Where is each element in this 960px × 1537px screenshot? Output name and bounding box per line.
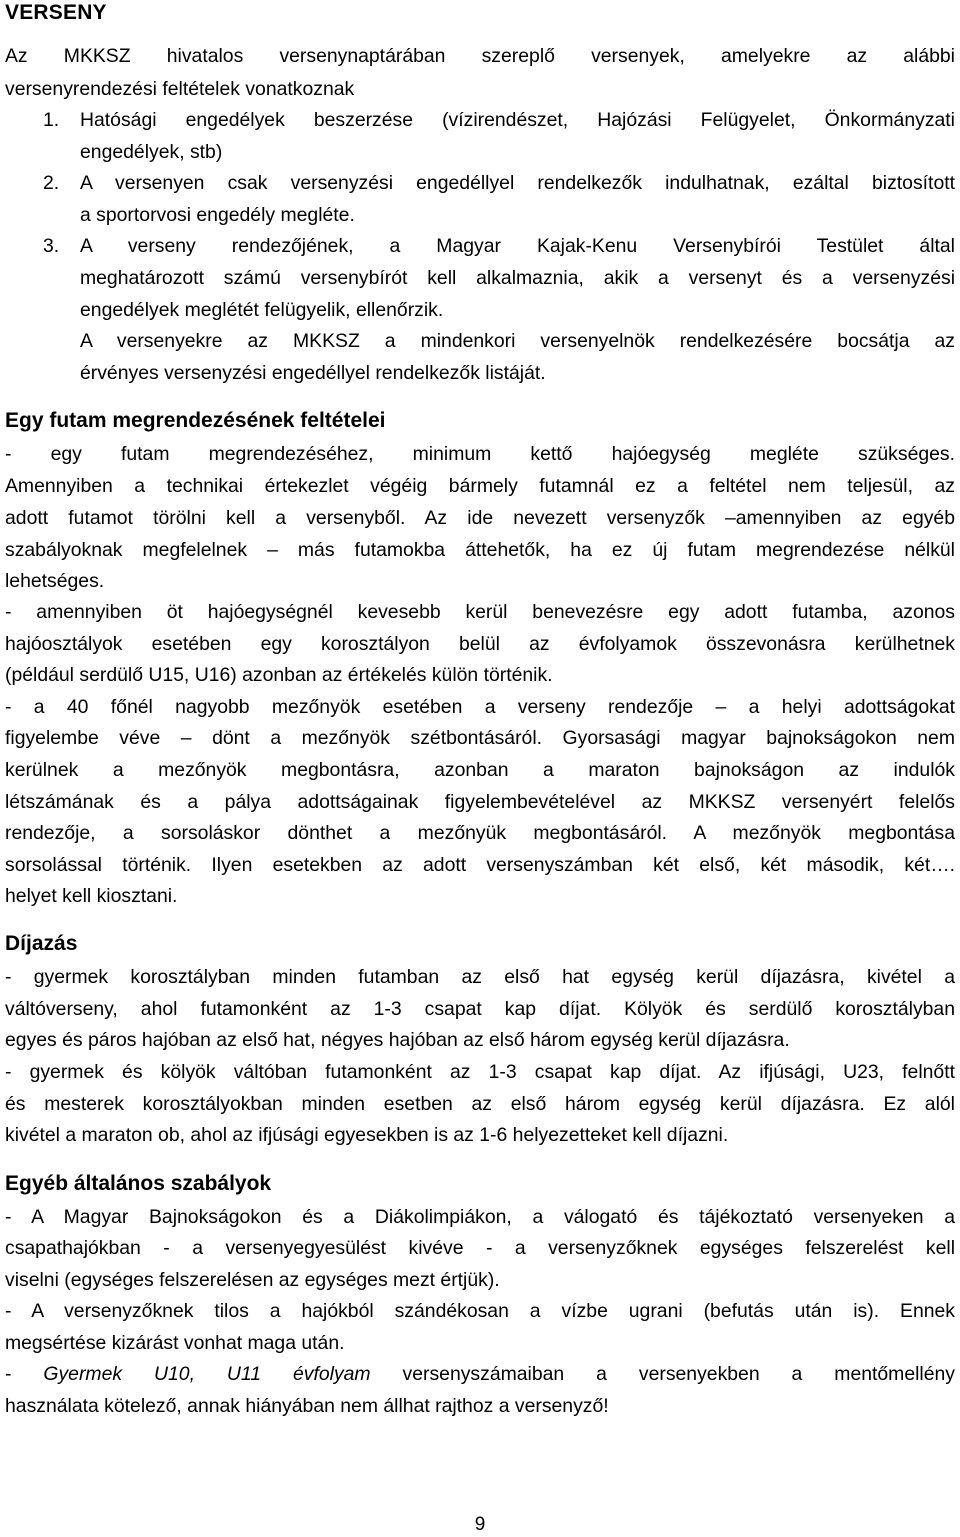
list-text: engedélyek, stb) [80, 141, 223, 163]
paragraph-line: adott futamot törölni kell a versenyből. Az ide nevezett versenyzők –amennyiben az egyéb [5, 507, 955, 529]
list-item [43, 171, 955, 195]
paragraph-line: kerülnek a mezőnyök megbontásra, azonban a maraton bajnokságon az indulók [5, 759, 955, 781]
paragraph-line: létszámának és a pálya adottságainak figyelembevételével az MKKSZ versenyért felelős [5, 791, 955, 813]
list-item [43, 108, 955, 132]
page-number: 9 [474, 1514, 486, 1535]
section-heading: Egyéb általános szabályok [5, 1172, 272, 1195]
paragraph-line: - A Magyar Bajnokságokon és a Diákolimpiákon, a válogató és tájékoztató versenyeken a [5, 1206, 955, 1228]
paragraph-line: viselni (egységes felszerelésen az egységes mezt értjük). [5, 1269, 500, 1291]
list-text: a sportorvosi engedély megléte. [80, 204, 355, 226]
paragraph-line: váltóverseny, ahol futamonként az 1-3 csapat kap díjat. Kölyök és serdülő korosztályban [5, 998, 955, 1020]
paragraph-line: figyelembe véve – dönt a mezőnyök szétbontásáról. Gyorsasági magyar bajnokságokon nem [5, 727, 955, 749]
paragraph-line [5, 1362, 955, 1386]
paragraph-line: sorsolással történik. Ilyen esetekben az adott versenyszámban két első, két második, két…. [5, 854, 955, 876]
paragraph-line: Amennyiben a technikai értekezlet végéig bármely futamnál ez a feltétel nem teljesül, az [5, 475, 955, 497]
italic-phrase: Gyermek U10, U11 évfolyam [43, 1363, 371, 1385]
list-text: meghatározott számú versenybírót kell alkalmaznia, akik a versenyt és a versenyzési [80, 267, 955, 289]
paragraph-text: versenyszámaiban a versenyekben a mentőmellény [370, 1363, 955, 1385]
paragraph-line: kivétel a maraton ob, ahol az ifjúsági egyesekben is az 1-6 helyezetteket kell díjazni. [5, 1124, 729, 1146]
paragraph-line: használata kötelező, annak hiányában nem állhat rajthoz a versenyző! [5, 1395, 609, 1417]
list-note: A versenyekre az MKKSZ a mindenkori versenyelnök rendelkezésére bocsátja az [80, 330, 955, 352]
section-heading: Egy futam megrendezésének feltételei [5, 409, 386, 432]
paragraph-line: és mesterek korosztályokban minden esetben az első három egység kerül díjazásra. Ez alól [5, 1093, 955, 1115]
paragraph-line: - egy futam megrendezéséhez, minimum kettő hajóegység megléte szükséges. [5, 443, 955, 465]
intro-line: Az MKKSZ hivatalos versenynaptárában szereplő versenyek, amelyekre az alábbi [5, 45, 955, 67]
list-item [43, 234, 955, 258]
paragraph-line: - gyermek és kölyök váltóban futamonként az 1-3 csapat kap díjat. Az ifjúsági, U23, felnőtt [5, 1061, 955, 1083]
dash: - [5, 1363, 44, 1385]
paragraph-line: - amennyiben öt hajóegységnél kevesebb kerül benevezésre egy adott futamba, azonos [5, 601, 955, 623]
list-number: 3. [43, 235, 60, 257]
intro-line: versenyrendezési feltételek vonatkoznak [5, 78, 355, 100]
paragraph-line: szabályoknak megfelelnek – más futamokba áttehetők, ha ez új futam megrendezése nélkül [5, 539, 955, 561]
paragraph-line: rendezője, a sorsoláskor dönthet a mezőnyük megbontásáról. A mezőnyök megbontása [5, 822, 955, 844]
list-text: engedélyek meglétét felügyelik, ellenőrzik. [80, 299, 444, 321]
paragraph-line: hajóosztályok esetében egy korosztályon belül az évfolyamok összevonásra kerülhetnek [5, 633, 955, 655]
paragraph-line: egyes és páros hajóban az első hat, négyes hajóban az első három egység kerül díjazásra. [5, 1029, 790, 1051]
list-text: A versenyen csak versenyzési engedéllyel rendelkezők indulhatnak, ezáltal biztosított [80, 172, 955, 194]
list-text: Hatósági engedélyek beszerzése (vízirendészet, Hajózási Felügyelet, Önkormányzati [80, 109, 955, 131]
paragraph-line: megsértése kizárást vonhat maga után. [5, 1332, 345, 1354]
paragraph-line: csapathajókban - a versenyegyesülést kivéve - a versenyzőknek egységes felszerelést kell [5, 1237, 955, 1259]
paragraph-line: lehetséges. [5, 570, 105, 592]
list-text: A verseny rendezőjének, a Magyar Kajak-Kenu Versenybírói Testület által [80, 235, 955, 257]
paragraph-line: (például serdülő U15, U16) azonban az értékelés külön történik. [5, 664, 553, 686]
paragraph-line: - a 40 főnél nagyobb mezőnyök esetében a verseny rendezője – a helyi adottságokat [5, 696, 955, 718]
section-heading: Díjazás [5, 932, 78, 955]
list-number: 2. [43, 172, 60, 194]
paragraph-line: helyet kell kiosztani. [5, 885, 178, 907]
page-title: VERSENY [5, 1, 107, 24]
list-note: érvényes versenyzési engedéllyel rendelkezők listáját. [80, 362, 546, 384]
list-number: 1. [43, 109, 60, 131]
paragraph-line: - A versenyzőknek tilos a hajókból szándékosan a vízbe ugrani (befutás után is). Ennek [5, 1300, 955, 1322]
paragraph-line: - gyermek korosztályban minden futamban az első hat egység kerül díjazásra, kivétel a [5, 966, 955, 988]
